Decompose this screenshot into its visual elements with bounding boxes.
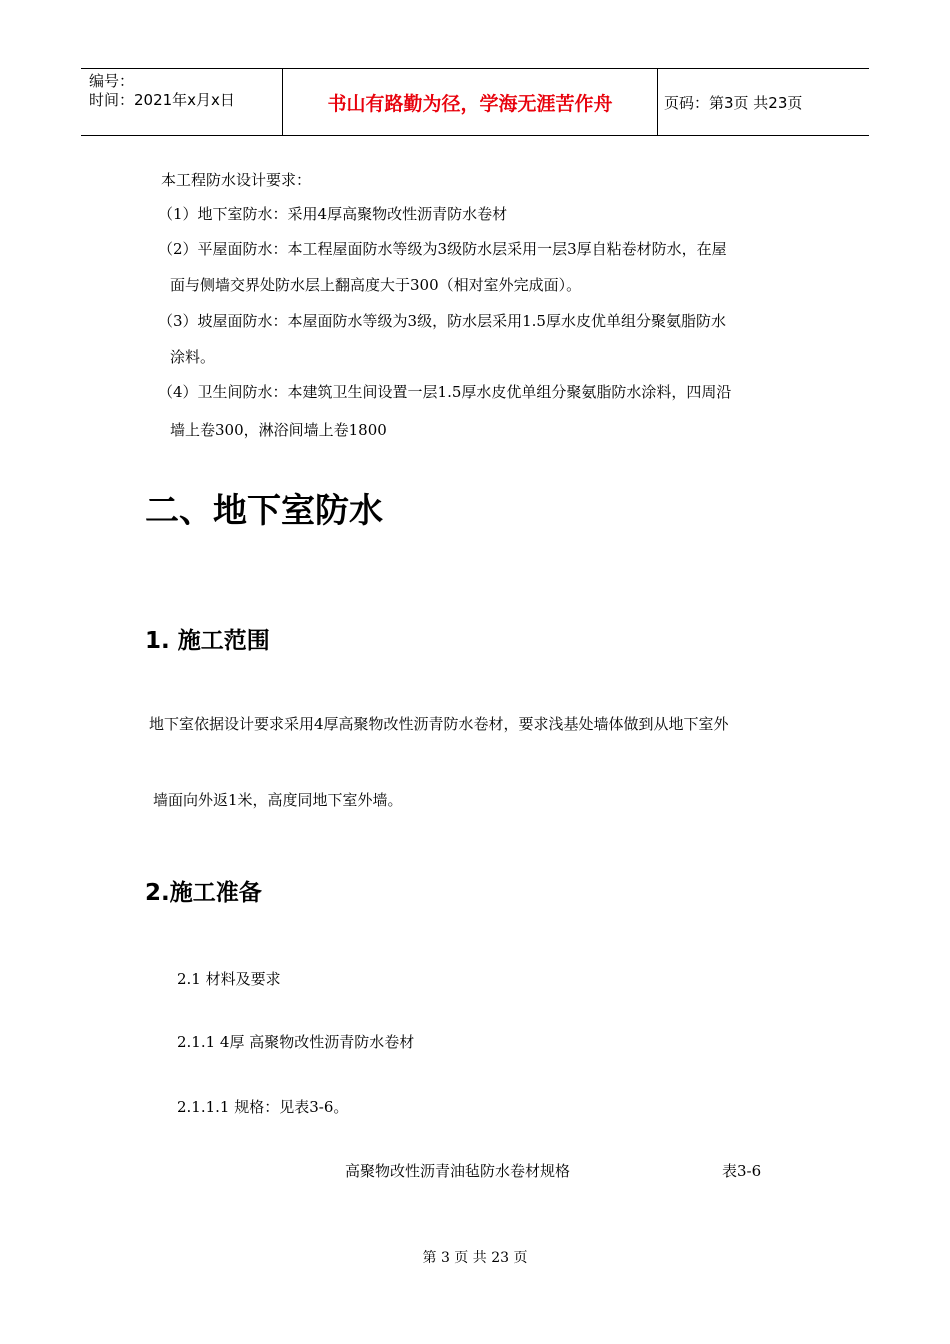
item-2-1-1-1: 2.1.1.1 规格：见表3-6。 <box>177 1098 349 1116</box>
item-2-1: 2.1 材料及要求 <box>177 970 281 988</box>
subsection-2-heading: 2.施工准备 <box>145 880 262 906</box>
intro-item-2-cont: 面与侧墙交界处防水层上翻高度大于300（相对室外完成面）。 <box>170 276 582 294</box>
header-left-cell <box>81 69 282 135</box>
scope-text-line2: 墙面向外返1米，高度同地下室外墙。 <box>153 791 403 809</box>
table-caption: 高聚物改性沥青油毡防水卷材规格 <box>345 1162 571 1180</box>
scope-text-line1: 地下室依据设计要求采用4厚高聚物改性沥青防水卷材，要求浅基处墙体做到从地下室外 <box>149 715 729 733</box>
intro-item-4-cont: 墙上卷300，淋浴间墙上卷1800 <box>170 421 387 439</box>
time-label: 时间：2021年x月x日 <box>89 91 235 109</box>
item-2-1-1: 2.1.1 4厚 高聚物改性沥青防水卷材 <box>177 1033 415 1051</box>
intro-item-1: （1）地下室防水：采用4厚高聚物改性沥青防水卷材 <box>158 205 508 223</box>
page-footer: 第 3 页 共 23 页 <box>422 1250 528 1266</box>
header-motto: 书山有路勤为径，学海无涯苦作舟 <box>282 69 658 135</box>
intro-item-3-cont: 涂料。 <box>170 348 216 366</box>
page-header <box>81 68 869 136</box>
intro-item-3: （3）坡屋面防水：本屋面防水等级为3级，防水层采用1.5厚水皮优单组分聚氨脂防水 <box>158 312 726 330</box>
number-label: 编号： <box>89 72 135 90</box>
intro-title: 本工程防水设计要求： <box>161 171 312 189</box>
header-page-info: 页码：第3页 共23页 <box>664 93 803 112</box>
intro-item-4: （4）卫生间防水：本建筑卫生间设置一层1.5厚水皮优单组分聚氨脂防水涂料，四周沿 <box>158 383 732 401</box>
section-heading: 二、地下室防水 <box>145 491 383 531</box>
intro-item-2: （2）平屋面防水：本工程屋面防水等级为3级防水层采用一层3厚自粘卷材防水，在屋 <box>158 240 727 258</box>
table-number: 表3-6 <box>722 1162 762 1180</box>
subsection-1-heading: 1. 施工范围 <box>145 628 270 654</box>
